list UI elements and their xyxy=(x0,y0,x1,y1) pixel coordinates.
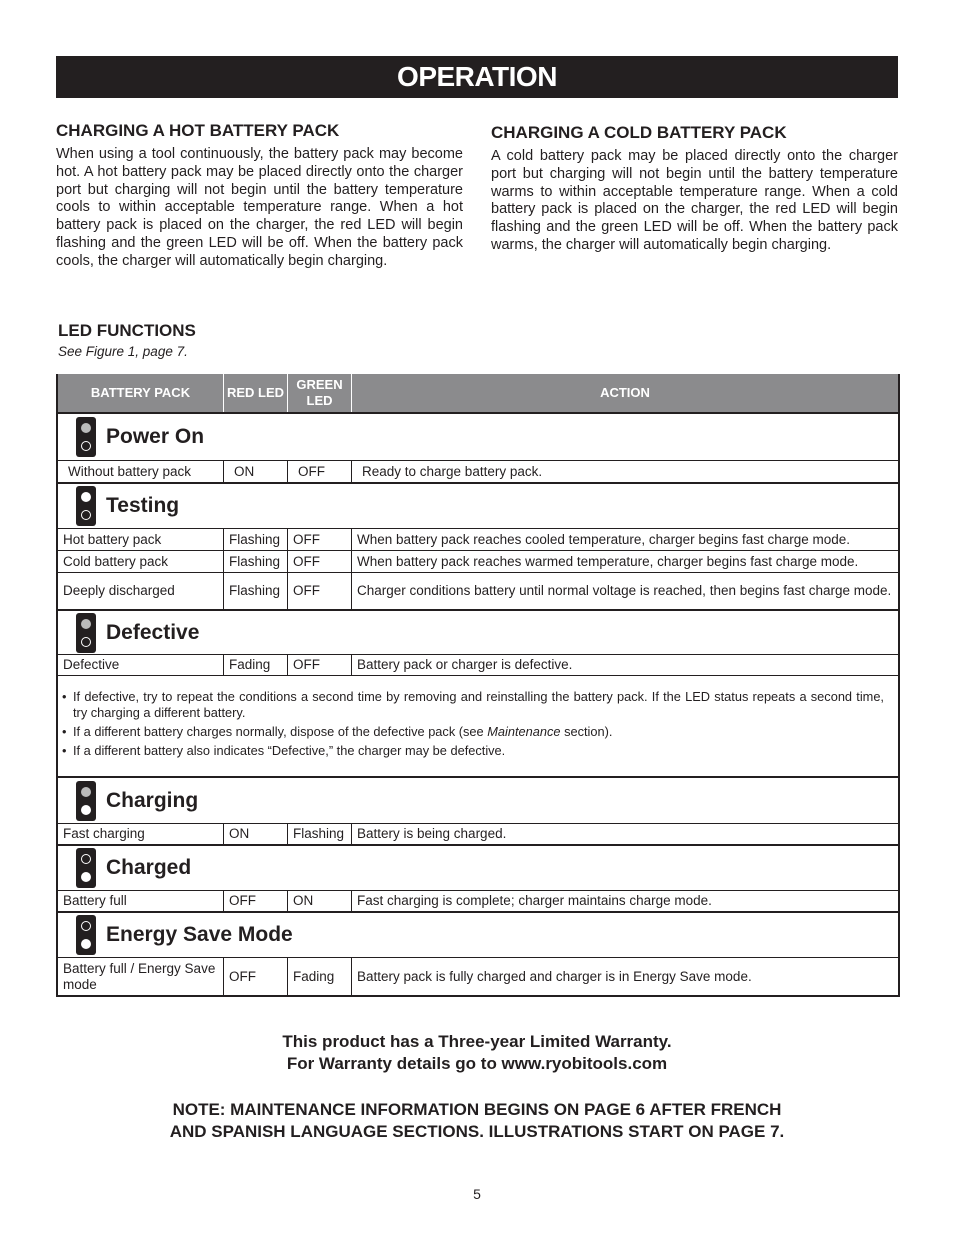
list-item: • If defective, try to repeat the conditions a second time by removing and reinstalling the battery pack. If the LED status repeats a second time, try charging a different battery. xyxy=(62,689,884,720)
led-charging-icon xyxy=(76,781,96,821)
warranty-notice xyxy=(0,1031,954,1075)
maintenance-note xyxy=(0,1099,954,1143)
hot-battery-heading: CHARGING A HOT BATTERY PACK xyxy=(56,121,340,140)
page-number: 5 xyxy=(473,1186,481,1202)
header-green-led: GREEN LED xyxy=(288,374,352,412)
note-line-1: NOTE: MAINTENANCE INFORMATION BEGINS ON PAGE 6 AFTER FRENCH xyxy=(172,1100,782,1119)
warranty-line-2: For Warranty details go to www.ryobitools.com xyxy=(286,1054,668,1073)
list-item: • If a different battery also indicates “Defective,” the charger may be defective. xyxy=(62,743,506,758)
section-title: Defective xyxy=(106,620,200,644)
led-functions-header xyxy=(58,321,196,359)
cold-battery-section xyxy=(491,123,898,255)
hot-battery-section xyxy=(56,121,463,271)
led-indicator-icon xyxy=(76,417,96,457)
table-header xyxy=(58,374,898,412)
section-testing xyxy=(58,482,898,528)
hot-battery-body: When using a tool continuously, the battery pack may become hot. A hot battery pack may be placed directly onto the charger port but charging will not begin until the battery temperature cools to within acceptable temperature range. When a hot battery pack is placed on the charger, the red LED will begin flashing and the green LED will be off. When the battery pack cools, the charger will automatically begin charging. xyxy=(56,146,463,269)
table-row: Without battery pack ON OFF Ready to charge battery pack. xyxy=(58,460,898,482)
table-row: Fast charging ON Flashing Battery is being charged. xyxy=(58,823,898,844)
led-flashing-icon xyxy=(76,486,96,526)
table-row: Battery full / Energy Save mode OFF Fading Battery pack is fully charged and charger is in Energy Save mode. xyxy=(58,957,898,995)
led-charged-icon xyxy=(76,848,96,888)
section-charging xyxy=(58,776,898,823)
section-title: Charged xyxy=(106,856,192,879)
table-row: Defective Fading OFF Battery pack or charger is defective. xyxy=(58,654,898,675)
cold-battery-body: A cold battery pack may be placed directly onto the charger port but charging will not begin until the battery temperature warms to within acceptable temperature range. When a cold battery pack is placed on the charger, the red LED will begin flashing and the green LED will be off. When the battery pack warms, the charger will automatically begin charging. xyxy=(491,148,898,253)
led-functions-heading: LED FUNCTIONS xyxy=(58,321,196,340)
led-functions-table xyxy=(56,374,900,997)
warranty-line-1: This product has a Three-year Limited Warranty. xyxy=(282,1032,672,1051)
led-functions-reference: See Figure 1, page 7. xyxy=(58,344,188,359)
section-title: Power On xyxy=(106,425,205,448)
note-line-2: AND SPANISH LANGUAGE SECTIONS. ILLUSTRATIONS START ON PAGE 7. xyxy=(169,1122,785,1141)
list-item: • If a different battery charges normally, dispose of the defective pack (see Maintenance section). xyxy=(62,724,613,739)
cold-battery-heading: CHARGING A COLD BATTERY PACK xyxy=(491,123,787,142)
section-title: Testing xyxy=(106,494,180,517)
section-defective xyxy=(58,609,898,654)
section-title: Charging xyxy=(106,788,199,812)
defective-notes xyxy=(58,675,898,776)
table-row: Cold battery pack Flashing OFF When battery pack reaches warmed temperature, charger begins fast charge mode. xyxy=(58,550,898,572)
section-energy-save-mode xyxy=(58,911,898,957)
table-row: Battery full OFF ON Fast charging is complete; charger maintains charge mode. xyxy=(58,890,898,911)
led-energy-save-icon xyxy=(76,915,96,955)
header-action: ACTION xyxy=(600,385,650,400)
led-fading-icon xyxy=(76,613,96,653)
section-title: Energy Save Mode xyxy=(106,923,293,946)
table-row: Deeply discharged Flashing OFF Charger conditions battery until normal voltage is reached, then begins fast charge mode. xyxy=(58,572,898,609)
section-charged xyxy=(58,844,898,890)
table-row: Hot battery pack Flashing OFF When battery pack reaches cooled temperature, charger begins fast charge mode. xyxy=(58,528,898,550)
section-power-on xyxy=(58,412,898,460)
header-red-led: RED LED xyxy=(224,374,288,412)
section-banner: OPERATION xyxy=(56,56,898,98)
header-battery-pack: BATTERY PACK xyxy=(58,374,224,412)
